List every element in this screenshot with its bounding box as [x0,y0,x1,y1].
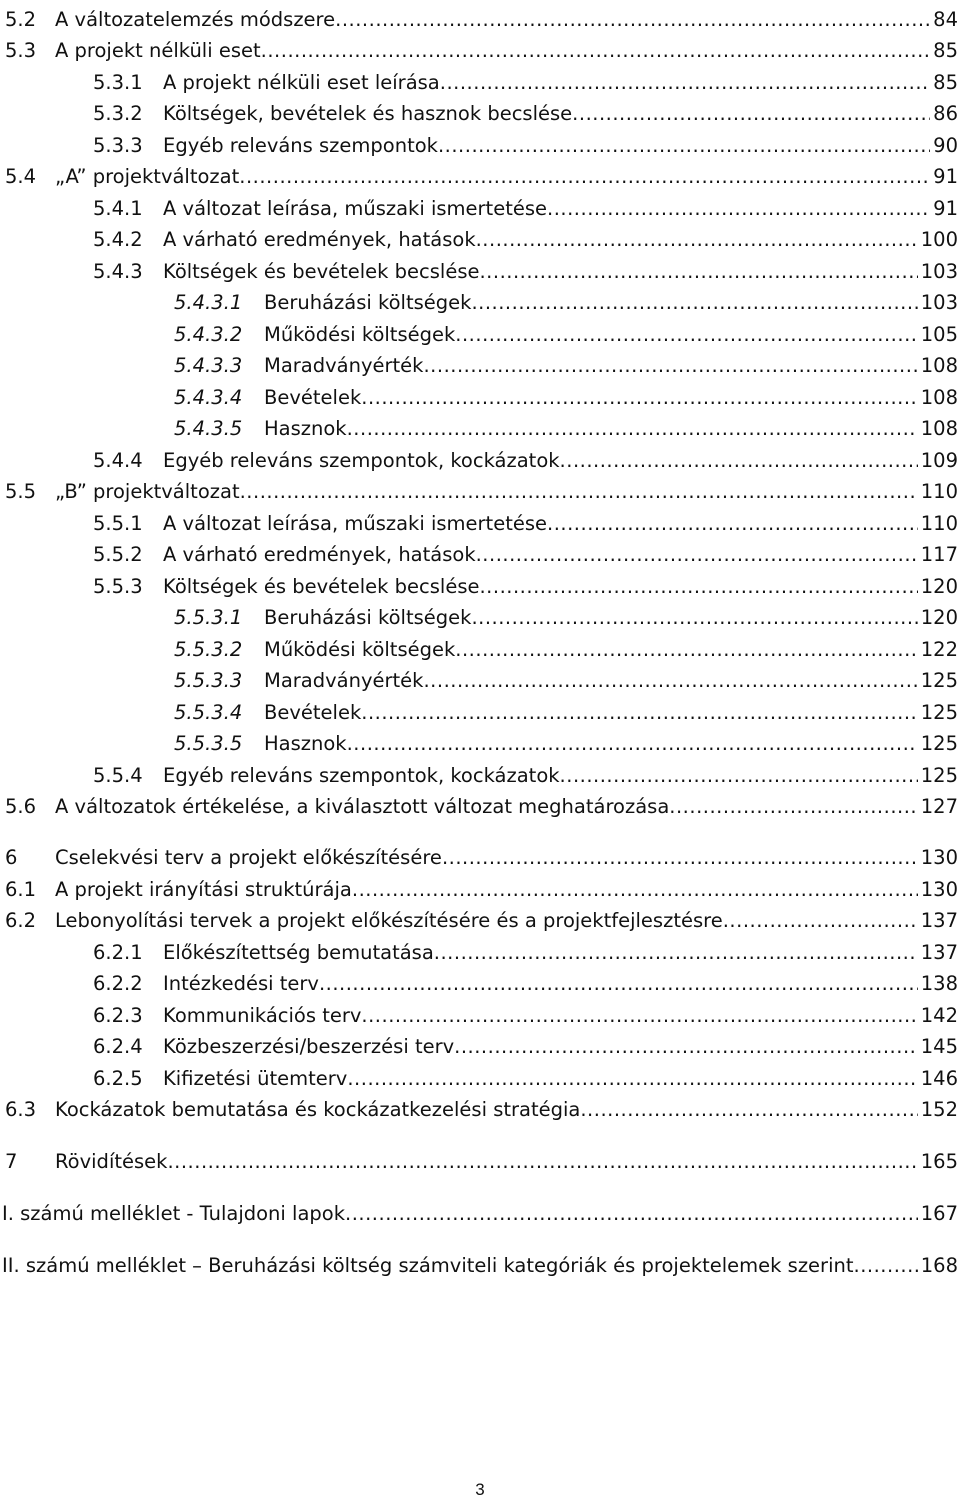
toc-entry-page: 167 [920,1202,958,1225]
toc-leader-dots [440,71,930,95]
toc-entry[interactable] [93,441,958,473]
toc-entry-title: Egyéb releváns szempontok [163,134,438,157]
toc-entry-title: A várható eredmények, hatások [163,543,476,566]
toc-entry[interactable] [93,1027,958,1059]
toc-leader-dots [560,764,918,788]
toc-leader-dots [479,260,917,284]
toc-entry-page: 168 [920,1254,958,1277]
toc-entry-title: Maradványérték [264,669,424,692]
toc-entry[interactable] [93,189,958,221]
toc-entry-number: 6 [5,846,18,869]
toc-entry-page: 142 [920,1004,958,1027]
toc-leader-dots [454,1035,918,1059]
toc-entry-number: 6.2.1 [93,941,143,964]
toc-entry-title: Költségek és bevételek becslése [163,575,480,598]
toc-entry[interactable] [174,661,958,693]
toc-entry-page: 120 [920,575,958,598]
toc-leader-dots [854,1254,918,1278]
toc-leader-dots [347,417,918,441]
toc-leader-dots [442,846,918,870]
toc-leader-dots [669,795,917,819]
toc-entry-number: 5.5.3.5 [174,732,243,755]
toc-entry-page: 85 [933,39,958,62]
toc-entry[interactable] [2,1246,958,1278]
toc-entry-title: Lebonyolítási tervek a projekt előkészítésére és a projektfejlesztésre [55,909,723,932]
toc-entry-title: Beruházási költségek [264,606,472,629]
toc-entry-title: A projekt irányítási struktúrája [55,878,352,901]
toc-entry-number: 6.2.4 [93,1035,143,1058]
toc-entry[interactable] [93,756,958,788]
toc-leader-dots [423,354,917,378]
toc-entry-title: Költségek és bevételek becslése [163,260,480,283]
toc-entry-title: Rövidítések [55,1150,168,1173]
toc-leader-dots [345,1202,918,1226]
toc-entry-title: Kommunikációs terv [163,1004,362,1027]
toc-entry[interactable] [93,252,958,284]
toc-entry-number: 6.1 [5,878,37,901]
toc-entry-title: Kockázatok bemutatása és kockázatkezelési stratégia [55,1098,581,1121]
toc-entry-page: 125 [920,701,958,724]
toc-entry-page: 110 [920,480,958,503]
toc-entry[interactable] [93,567,958,599]
toc-entry[interactable] [93,1059,958,1091]
toc-entry[interactable] [93,535,958,567]
toc-entry[interactable] [93,94,958,126]
toc-entry-page: 137 [920,909,958,932]
toc-entry-page: 108 [920,417,958,440]
toc-entry-number: 5.3 [5,39,37,62]
toc-entry-page: 109 [920,449,958,472]
toc-entry-page: 125 [920,669,958,692]
toc-entry-number: 5.4.3.1 [174,291,243,314]
toc-leader-dots [347,732,918,756]
toc-entry-page: 108 [920,386,958,409]
toc-entry-title: Maradványérték [264,354,424,377]
toc-leader-dots [471,606,917,630]
toc-entry[interactable] [5,157,958,189]
toc-entry[interactable] [174,315,958,347]
toc-entry-number: 6.2.5 [93,1067,143,1090]
toc-entry-title: I. számú melléklet - Tulajdoni lapok [2,1202,346,1225]
toc-leader-dots [434,941,918,965]
toc-entry-number: 5.5.3 [93,575,143,598]
toc-entry-page: 130 [920,846,958,869]
toc-entry-number: 5.6 [5,795,37,818]
toc-entry-number: 5.4 [5,165,37,188]
toc-entry-page: 84 [933,8,958,31]
toc-entry-title: A projekt nélküli eset [55,39,261,62]
toc-leader-dots [580,1098,917,1122]
toc-entry-title: „A” projektváltozat [55,165,240,188]
toc-entry-title: Előkészítettség bemutatása [163,941,434,964]
toc-leader-dots [352,878,918,902]
toc-entry-page: 117 [920,543,958,566]
toc-entry-number: 5.2 [5,8,37,31]
toc-leader-dots [319,972,918,996]
toc-entry[interactable] [174,378,958,410]
toc-entry-page: 91 [933,197,958,220]
toc-leader-dots [455,323,917,347]
toc-entry-number: 7 [5,1150,18,1173]
toc-entry-number: 5.3.2 [93,102,143,125]
toc-entry-page: 130 [920,878,958,901]
toc-entry[interactable] [174,346,958,378]
toc-entry-title: Egyéb releváns szempontok, kockázatok [163,449,560,472]
toc-leader-dots [361,1004,917,1028]
toc-entry[interactable] [93,504,958,536]
toc-entry-title: Költségek, bevételek és hasznok becslése [163,102,573,125]
toc-entry-page: 108 [920,354,958,377]
toc-entry-number: 5.4.2 [93,228,143,251]
toc-entry-number: 5.5.1 [93,512,143,535]
toc-entry-number: 5.5.3.2 [174,638,243,661]
toc-entry-page: 127 [920,795,958,818]
toc-leader-dots [476,543,918,567]
toc-entry-page: 85 [933,71,958,94]
toc-entry-page: 105 [920,323,958,346]
toc-entry-number: 5.4.3.4 [174,386,243,409]
toc-entry[interactable] [93,933,958,965]
toc-entry-title: Egyéb releváns szempontok, kockázatok [163,764,560,787]
toc-leader-dots [361,386,918,410]
toc-entry-page: 103 [920,291,958,314]
toc-entry[interactable] [5,31,958,63]
toc-entry-page: 110 [920,512,958,535]
toc-entry-title: Intézkedési terv [163,972,319,995]
toc-leader-dots [423,669,917,693]
toc-entry[interactable] [5,472,958,504]
toc-entry-page: 86 [933,102,958,125]
toc-entry-page: 103 [920,260,958,283]
toc-entry-title: Kifizetési ütemterv [163,1067,348,1090]
toc-leader-dots [547,512,918,536]
toc-entry-number: 5.4.3.2 [174,323,243,346]
toc-leader-dots [347,1067,917,1091]
toc-leader-dots [723,909,918,933]
toc-entry-page: 145 [920,1035,958,1058]
toc-entry-number: 5.4.4 [93,449,143,472]
toc-entry-title: Működési költségek [264,638,456,661]
toc-entry[interactable] [174,598,958,630]
toc-entry-page: 91 [933,165,958,188]
toc-entry-page: 152 [920,1098,958,1121]
toc-entry-title: Hasznok [264,417,347,440]
toc-entry-page: 100 [920,228,958,251]
toc-entry[interactable] [5,787,958,819]
toc-entry-number: 6.2.2 [93,972,143,995]
toc-entry[interactable] [174,693,958,725]
toc-entry[interactable] [2,1194,958,1226]
toc-entry[interactable] [5,0,958,32]
toc-entry[interactable] [5,870,958,902]
toc-entry-title: „B” projektváltozat [55,480,240,503]
toc-entry-title: A változatelemzés módszere [55,8,336,31]
toc-entry-title: A változat leírása, műszaki ismertetése [163,512,547,535]
toc-entry[interactable] [174,409,958,441]
toc-entry-page: 125 [920,732,958,755]
toc-entry-number: 5.3.3 [93,134,143,157]
toc-entry[interactable] [93,220,958,252]
toc-entry-page: 146 [920,1067,958,1090]
toc-entry[interactable] [174,283,958,315]
toc-leader-dots [572,102,930,126]
toc-entry-title: A várható eredmények, hatások [163,228,476,251]
toc-entry-number: 5.5 [5,480,37,503]
toc-entry-number: 5.5.3.3 [174,669,243,692]
toc-entry-title: II. számú melléklet – Beruházási költség számviteli kategóriák és projektelemek szerint [2,1254,854,1277]
toc-leader-dots [560,449,918,473]
toc-entry-number: 5.5.3.4 [174,701,243,724]
toc-entry-title: Beruházási költségek [264,291,472,314]
toc-entry-page: 138 [920,972,958,995]
toc-entry[interactable] [93,996,958,1028]
toc-entry-page: 90 [933,134,958,157]
toc-leader-dots [240,480,918,504]
toc-entry-title: Bevételek [264,701,362,724]
toc-entry-number: 5.4.3 [93,260,143,283]
toc-entry-page: 122 [920,638,958,661]
toc-entry-number: 5.4.3.3 [174,354,243,377]
toc-entry-title: Közbeszerzési/beszerzési terv [163,1035,455,1058]
toc-entry-title: Hasznok [264,732,347,755]
toc-entry-title: A változat leírása, műszaki ismertetése [163,197,547,220]
toc-leader-dots [361,701,918,725]
toc-entry[interactable] [93,63,958,95]
toc-leader-dots [547,197,930,221]
toc-entry-number: 5.3.1 [93,71,143,94]
toc-entry[interactable] [5,1142,958,1174]
toc-entry-title: Működési költségek [264,323,456,346]
toc-leader-dots [261,39,931,63]
toc-entry-number: 5.4.3.5 [174,417,243,440]
toc-entry-page: 137 [920,941,958,964]
toc-entry-page: 120 [920,606,958,629]
toc-entry-number: 5.5.3.1 [174,606,243,629]
toc-entry-number: 6.2.3 [93,1004,143,1027]
page-number: 3 [475,1480,485,1499]
toc-leader-dots [479,575,917,599]
toc-entry-number: 6.3 [5,1098,37,1121]
toc-entry-number: 6.2 [5,909,37,932]
toc-entry-number: 5.4.1 [93,197,143,220]
toc-entry[interactable] [5,838,958,870]
toc-leader-dots [167,1150,917,1174]
toc-entry-title: Bevételek [264,386,362,409]
toc-entry[interactable] [93,964,958,996]
toc-entry[interactable] [5,1090,958,1122]
toc-leader-dots [438,134,930,158]
toc-entry[interactable] [174,630,958,662]
toc-leader-dots [239,165,930,189]
toc-entry-number: 5.5.2 [93,543,143,566]
toc-entry-title: A projekt nélküli eset leírása [163,71,440,94]
toc-entry-number: 5.5.4 [93,764,143,787]
toc-entry-page: 125 [920,764,958,787]
toc-entry[interactable] [93,126,958,158]
toc-entry[interactable] [5,901,958,933]
toc-leader-dots [471,291,917,315]
toc-entry[interactable] [174,724,958,756]
toc-entry-page: 165 [920,1150,958,1173]
toc-leader-dots [455,638,917,662]
toc-leader-dots [476,228,918,252]
toc-entry-title: A változatok értékelése, a kiválasztott változat meghatározása [55,795,670,818]
toc-entry-title: Cselekvési terv a projekt előkészítésére [55,846,442,869]
toc-leader-dots [335,8,930,32]
